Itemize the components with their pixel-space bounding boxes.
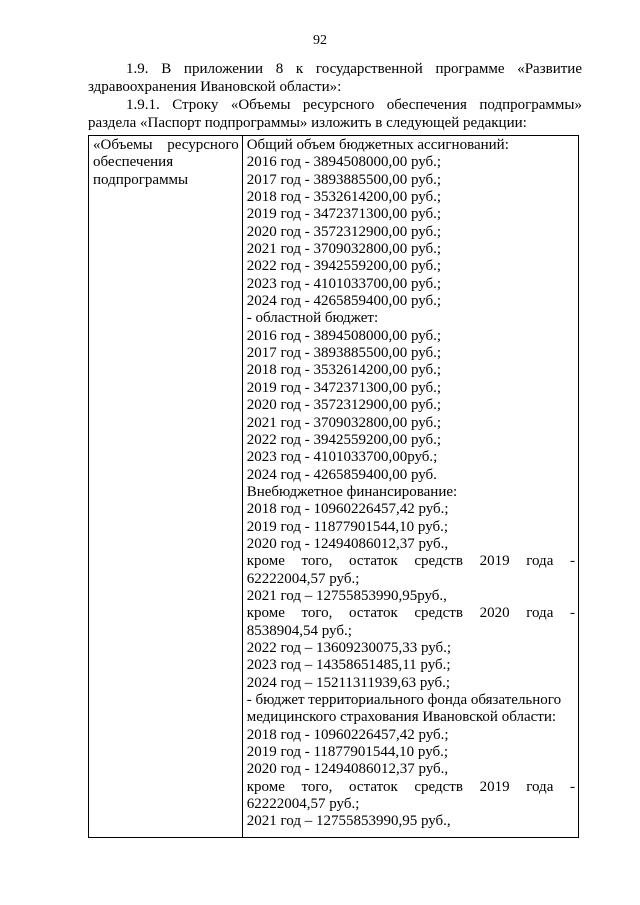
- paragraph-1-9-1: 1.9.1. Строку «Объемы ресурсного обеспечения подпрограммы» раздела «Паспорт подпрограммы» изложить в следующей редакции:: [88, 97, 582, 131]
- funding-line: 2023 год - 4101033700,00 руб.;: [246, 275, 442, 292]
- funding-line: 2022 год - 3942559200,00 руб.;: [246, 431, 442, 448]
- funding-line: 2021 год - 3709032800,00 руб.;: [246, 241, 442, 258]
- funding-line: 2020 год - 12494086012,37 руб.,: [246, 535, 449, 552]
- funding-line: 2019 год - 11877901544,10 руб.;: [246, 518, 449, 535]
- row-label-cell: [89, 136, 243, 838]
- paragraph-1-9: 1.9. В приложении 8 к государственной программе «Развитие здравоохранения Ивановской области»:: [88, 61, 582, 95]
- funding-line: Общий объем бюджетных ассигнований:: [246, 137, 509, 153]
- funding-line: 2021 год – 12755853990,95 руб.,: [246, 813, 451, 830]
- table-row: [89, 136, 579, 838]
- page-number: 92: [313, 33, 327, 48]
- funding-line: Внебюджетное финансирование:: [246, 483, 458, 500]
- row-label: «Объемы ресурсного обеспечения подпрограммы: [93, 137, 239, 188]
- funding-line: 2019 год - 3472371300,00 руб.;: [246, 206, 442, 223]
- funding-line: кроме того, остаток средств 2019 года -: [246, 778, 575, 795]
- funding-line: 2022 год - 3942559200,00 руб.;: [246, 258, 442, 275]
- funding-line: 2024 год - 4265859400,00 руб.;: [246, 293, 442, 310]
- funding-line: 8538904,54 руб.;: [246, 622, 352, 639]
- funding-line: 2018 год - 3532614200,00 руб.;: [246, 362, 442, 379]
- funding-line: кроме того, остаток средств 2020 года -: [246, 605, 575, 622]
- funding-line: 2023 год – 14358651485,11 руб.;: [246, 657, 451, 674]
- funding-line: - областной бюджет:: [246, 310, 379, 327]
- funding-line: 2019 год - 3472371300,00 руб.;: [246, 379, 442, 396]
- funding-line: 2019 год - 11877901544,10 руб.;: [246, 744, 449, 761]
- funding-line: 2016 год - 3894508000,00 руб.;: [246, 327, 442, 344]
- funding-lines: [247, 137, 575, 831]
- funding-line: 2023 год - 4101033700,00руб.;: [246, 449, 438, 466]
- funding-line: 62222004,57 руб.;: [246, 796, 360, 813]
- funding-line: 2020 год - 12494086012,37 руб.,: [246, 761, 449, 778]
- funding-line: 2024 год - 4265859400,00 руб.: [246, 466, 437, 483]
- funding-line: 2024 год – 15211311939,63 руб.;: [246, 674, 450, 691]
- funding-line: 2022 год – 13609230075,33 руб.;: [246, 639, 452, 656]
- funding-line: 2020 год - 3572312900,00 руб.;: [246, 397, 442, 414]
- passport-table: [88, 135, 579, 838]
- funding-line: 2020 год - 3572312900,00 руб.;: [246, 223, 442, 240]
- funding-line: кроме того, остаток средств 2019 года -: [246, 553, 575, 570]
- funding-line: 2021 год - 3709032800,00 руб.;: [246, 414, 442, 431]
- funding-line: 2018 год - 3532614200,00 руб.;: [246, 189, 442, 206]
- funding-line: 2021 год – 12755853990,95руб.,: [246, 587, 447, 604]
- funding-line: 62222004,57 руб.;: [246, 570, 360, 587]
- funding-line: 2017 год - 3893885500,00 руб.;: [246, 345, 442, 362]
- row-value-cell: [242, 136, 578, 838]
- funding-line: 2018 год - 10960226457,42 руб.;: [246, 501, 449, 518]
- funding-line: медицинского страхования Ивановской области:: [246, 709, 557, 726]
- funding-line: 2016 год - 3894508000,00 руб.;: [246, 154, 442, 171]
- funding-line: 2018 год - 10960226457,42 руб.;: [246, 726, 449, 743]
- funding-line: 2017 год - 3893885500,00 руб.;: [246, 171, 442, 188]
- funding-line: - бюджет территориального фонда обязательного: [246, 692, 562, 708]
